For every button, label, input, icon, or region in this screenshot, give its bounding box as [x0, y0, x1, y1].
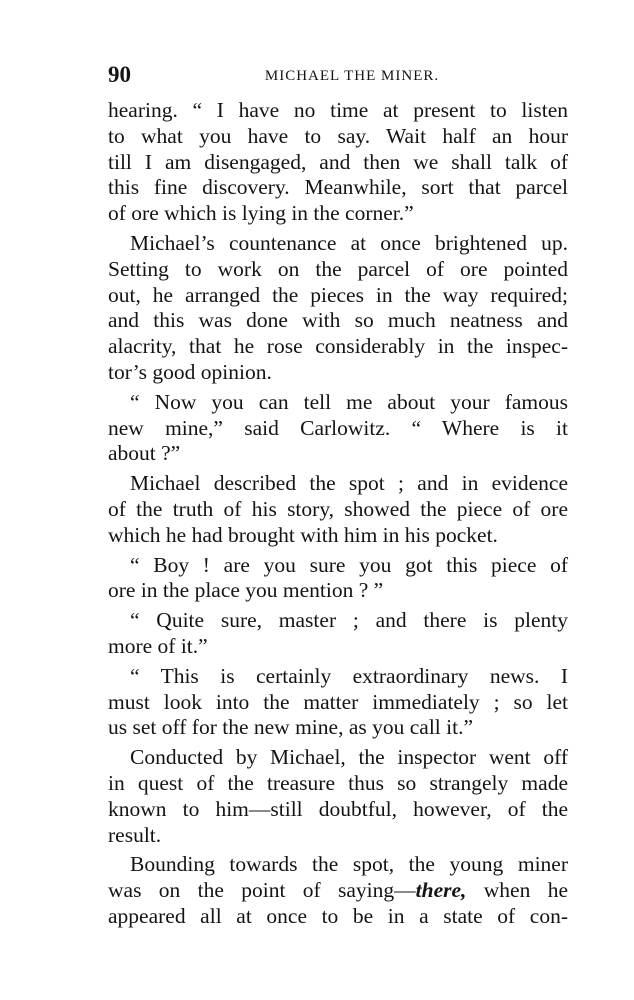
text-line: result.: [108, 822, 162, 847]
text-line: new mine,” said Carlowitz. “ Where is it: [108, 415, 568, 440]
text-line: was on the point of saying—there, when he: [108, 878, 568, 903]
text-line: Bounding towards the spot, the young miner: [130, 852, 568, 877]
page-header: [108, 62, 568, 92]
text-line: of the truth of his story, showed the piece of ore: [108, 496, 568, 521]
paragraph: [108, 390, 568, 467]
text-line: Michael described the spot ; and in evidence: [130, 471, 568, 496]
text-line: “ This is certainly extraordinary news. I: [130, 663, 568, 688]
text-line: “ Now you can tell me about your famous: [130, 389, 568, 414]
page-number: 90: [108, 62, 131, 87]
text-line: this fine discovery. Meanwhile, sort that parcel: [108, 175, 568, 200]
text-line: more of it.”: [108, 633, 208, 658]
text-line: to what you have to say. Wait half an hour: [108, 123, 568, 148]
text-line: alacrity, that he rose considerably in the inspec-: [108, 334, 568, 359]
running-title: MICHAEL THE MINER.: [264, 68, 440, 84]
text-line: appeared all at once to be in a state of con-: [108, 903, 568, 928]
paragraph: [108, 231, 568, 386]
text-line: Conducted by Michael, the inspector went off: [130, 745, 568, 770]
text-line: about ?”: [108, 441, 181, 466]
body-text: [108, 98, 568, 930]
text-line: in quest of the treasure thus so strangely made: [108, 770, 568, 795]
paragraph: [108, 608, 568, 660]
text-line: Setting to work on the parcel of ore pointed: [108, 256, 568, 281]
text-line: “ Boy ! are you sure you got this piece of: [130, 552, 568, 577]
emphasis: there,: [415, 878, 467, 903]
paragraph: [108, 745, 568, 848]
text-line: which he had brought with him in his pocket.: [108, 522, 498, 547]
text-line: tor’s good opinion.: [108, 359, 272, 384]
text-line: hearing. “ I have no time at present to listen: [108, 98, 568, 122]
text-line: till I am disengaged, and then we shall talk of: [108, 149, 568, 174]
text-line: Michael’s countenance at once brightened up.: [130, 230, 568, 255]
text-line: out, he arranged the pieces in the way required;: [108, 282, 568, 307]
text-line: “ Quite sure, master ; and there is plenty: [130, 608, 568, 633]
text-line: must look into the matter immediately ; so let: [108, 689, 568, 714]
text-line: and this was done with so much neatness and: [108, 308, 568, 333]
text-line: known to him—still doubtful, however, of the: [108, 796, 568, 821]
text-line: us set off for the new mine, as you call it.”: [108, 715, 474, 740]
paragraph: [108, 852, 568, 929]
text-line: of ore which is lying in the corner.”: [108, 201, 414, 226]
paragraph: [108, 471, 568, 548]
text-line: ore in the place you mention ? ”: [108, 578, 384, 603]
paragraph: [108, 553, 568, 605]
paragraph: [108, 664, 568, 741]
paragraph: [108, 98, 568, 227]
